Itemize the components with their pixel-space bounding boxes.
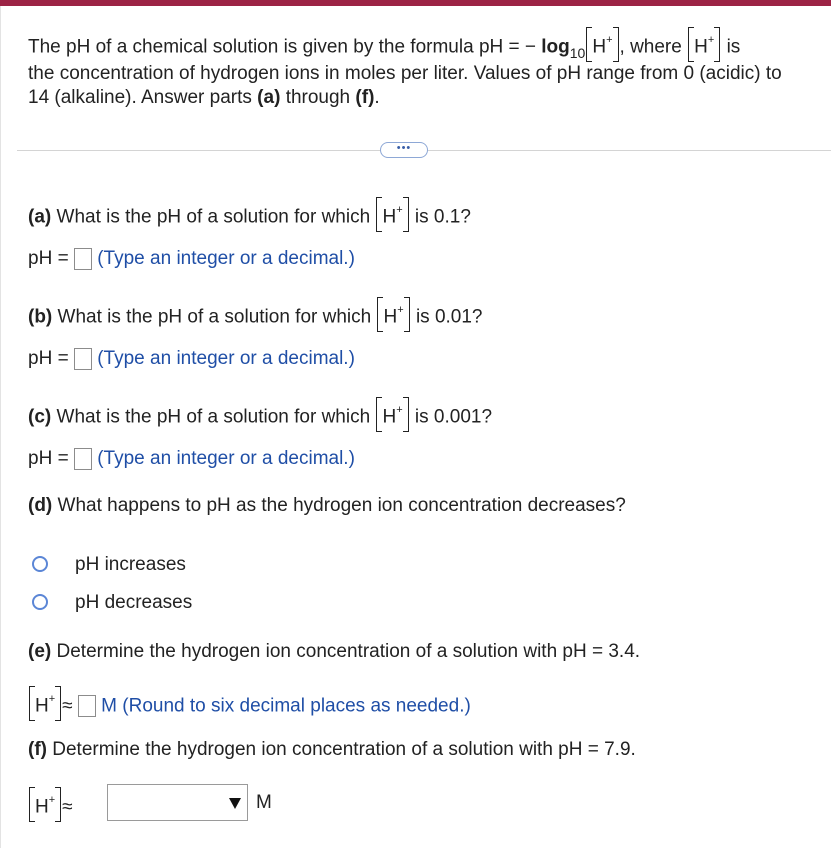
- intro-line-1: The pH of a chemical solution is given by the formula pH = − $\log_{10} H^+$ , where H+ is: [28, 30, 740, 59]
- hint-text: M (Round to six decimal places as needed.): [101, 695, 471, 717]
- approx-symbol: ≈: [62, 695, 73, 717]
- ph-label: pH =: [28, 348, 69, 369]
- question-d: (d) What happens to pH as the hydrogen ion concentration decreases?: [28, 495, 626, 516]
- intro-line-3: 14 (alkaline). Answer parts (a) through (f).: [28, 87, 380, 108]
- answer-dropdown-f[interactable]: [107, 784, 248, 821]
- radio-ph-increases[interactable]: [32, 556, 48, 572]
- ph-label: pH =: [28, 448, 69, 469]
- answer-row-f-label: [28, 790, 73, 819]
- expand-more-button[interactable]: •••: [380, 142, 428, 158]
- log-base: 10: [569, 45, 586, 62]
- answer-row-b: [28, 347, 355, 371]
- hint-text: (Type an integer or a decimal.): [97, 448, 355, 469]
- answer-input-a[interactable]: [74, 248, 92, 270]
- h-ion: H+: [29, 689, 61, 718]
- question-e: (e) Determine the hydrogen ion concentration of a solution with pH = 3.4.: [28, 641, 641, 662]
- answer-input-b[interactable]: [74, 348, 92, 370]
- approx-symbol: ≈: [62, 796, 73, 818]
- intro-line-2: the concentration of hydrogen ions in moles per liter. Values of pH range from 0 (acidic) to: [28, 63, 782, 84]
- answer-input-e[interactable]: [78, 695, 96, 717]
- unit-label: M: [256, 792, 272, 813]
- answer-row-a: [28, 247, 355, 271]
- h-ion: H+: [376, 200, 408, 229]
- intro-text: The pH of a chemical solution is given by the formula pH = −: [28, 36, 536, 58]
- radio-ph-decreases[interactable]: [32, 594, 48, 610]
- question-c: (c) What is the pH of a solution for which H+ is 0.001?: [28, 400, 492, 429]
- answer-input-c[interactable]: [74, 448, 92, 470]
- answer-row-e: [28, 689, 471, 718]
- question-a: (a) What is the pH of a solution for which H+ is 0.1?: [28, 200, 471, 229]
- h-ion: H+: [376, 400, 408, 429]
- question-f: (f) Determine the hydrogen ion concentration of a solution with pH = 7.9.: [28, 739, 636, 760]
- h-ion: H+: [377, 300, 409, 329]
- option-ph-increases[interactable]: pH increases: [75, 554, 186, 575]
- log-text: log: [541, 36, 570, 58]
- h-ion: H+: [586, 30, 618, 59]
- question-b: (b) What is the pH of a solution for which H+ is 0.01?: [28, 300, 482, 329]
- hint-text: (Type an integer or a decimal.): [97, 348, 355, 369]
- top-accent-bar: [0, 0, 831, 6]
- h-ion: H+: [688, 30, 720, 59]
- h-ion: H+: [29, 790, 61, 819]
- option-ph-decreases[interactable]: pH decreases: [75, 592, 193, 613]
- answer-row-c: [28, 447, 355, 471]
- left-border: [0, 6, 1, 848]
- hint-text: (Type an integer or a decimal.): [97, 248, 355, 269]
- dropdown-arrow-icon[interactable]: [229, 798, 241, 809]
- ph-label: pH =: [28, 248, 69, 269]
